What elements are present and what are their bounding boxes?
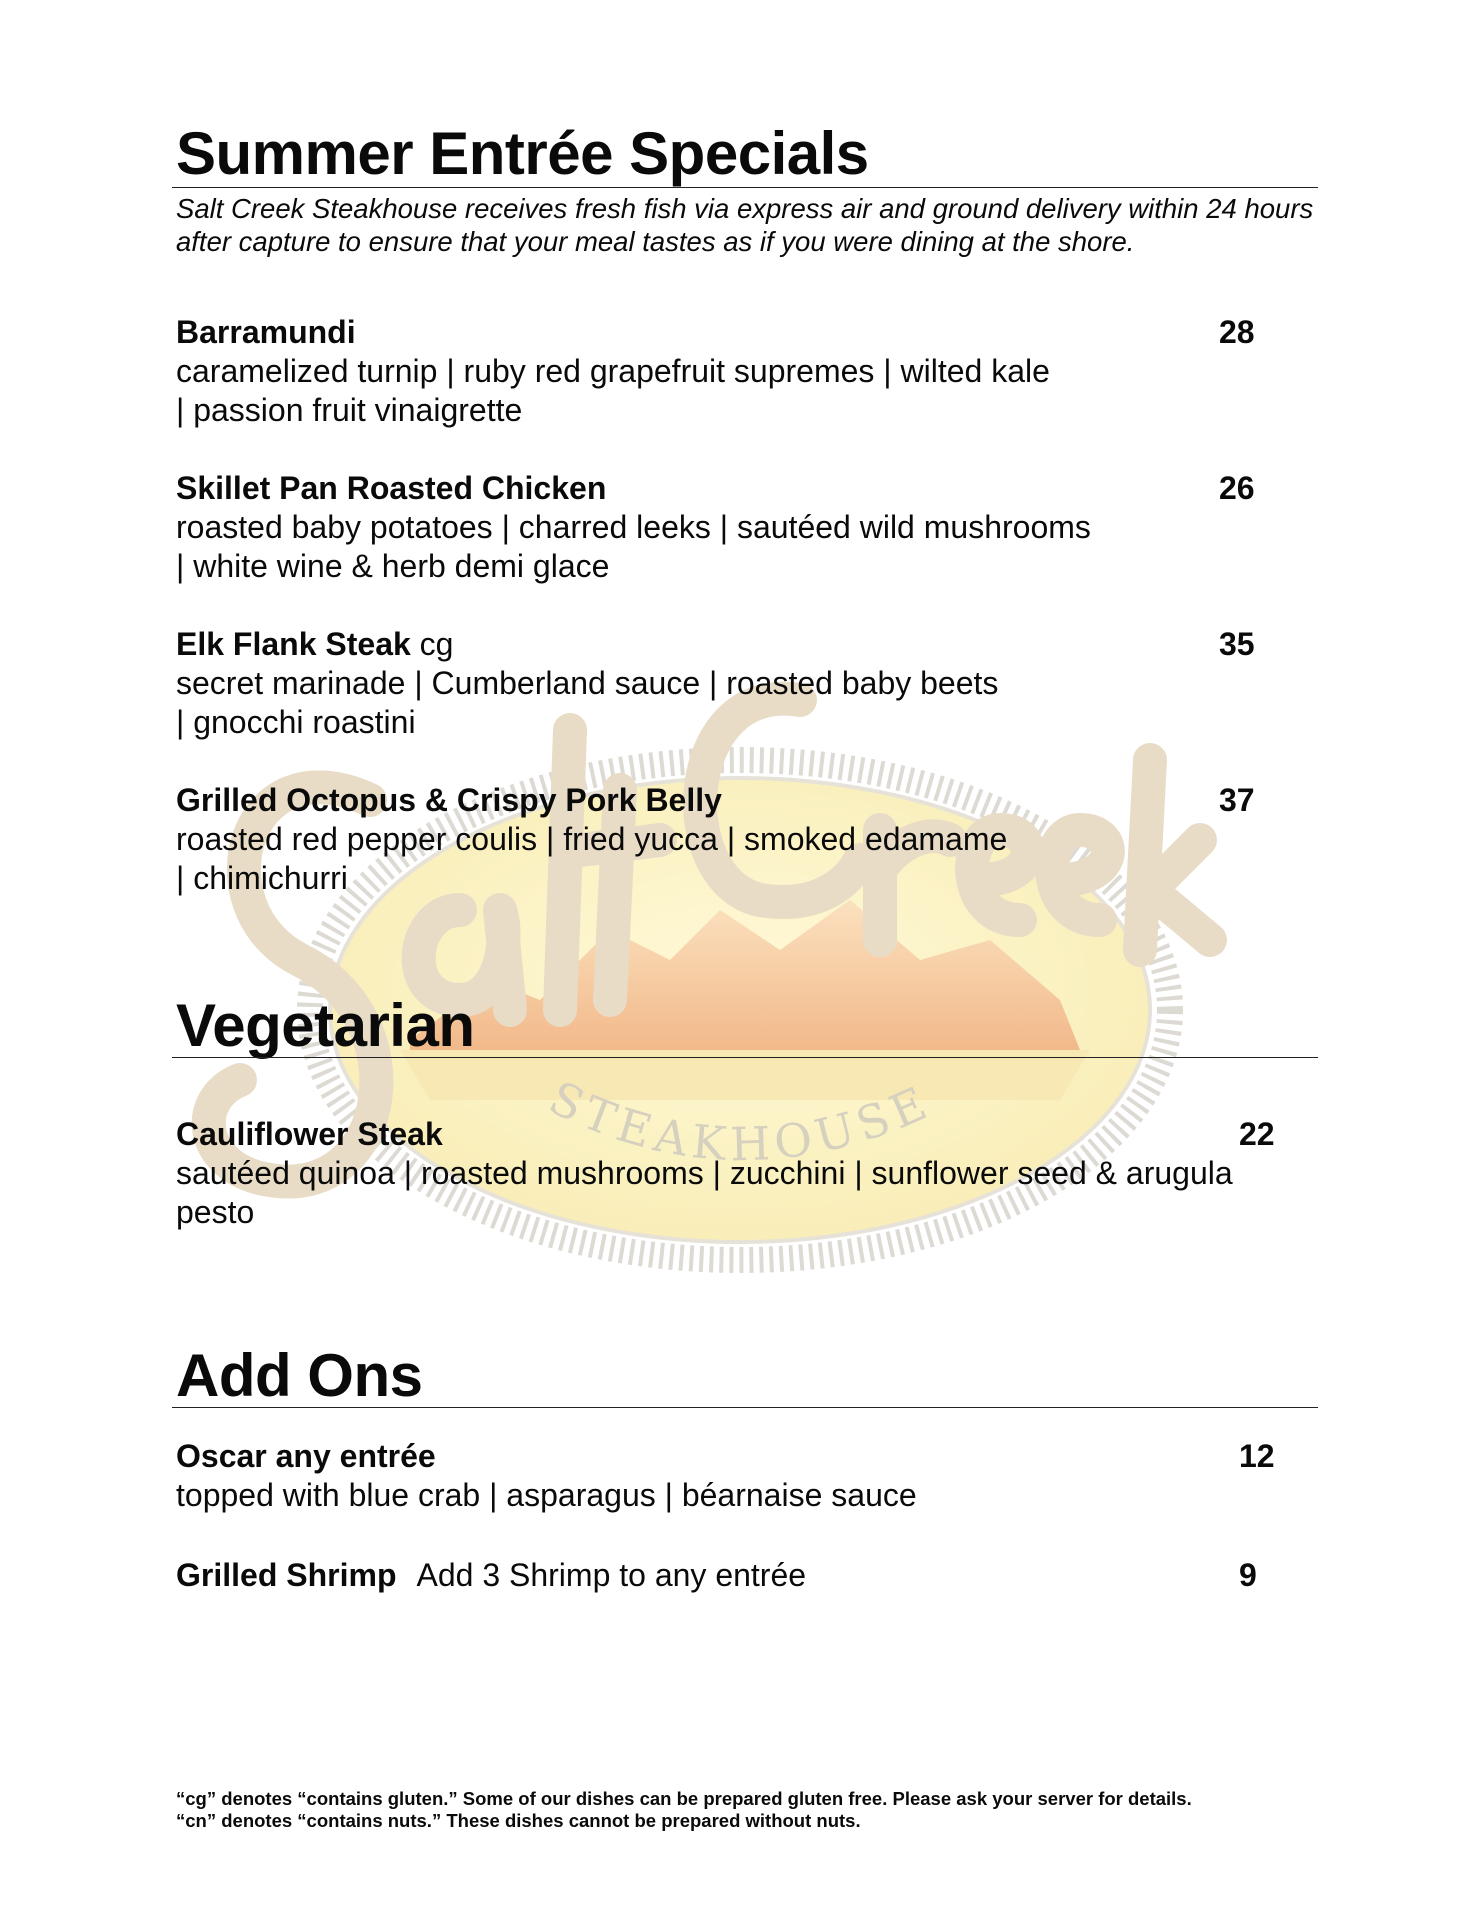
item-name: Grilled Octopus & Crispy Pork Belly — [176, 782, 722, 818]
item-inline-description: Add 3 Shrimp to any entrée — [416, 1557, 807, 1593]
item-price: 22 — [1239, 1116, 1275, 1152]
menu-item — [176, 1115, 1306, 1232]
item-description: caramelized turnip | ruby red grapefruit supremes | wilted kale | passion fruit vinaigrette — [176, 353, 1050, 428]
menu-item — [176, 1437, 1306, 1515]
menu-item — [176, 625, 1306, 742]
menu-item — [176, 313, 1306, 430]
item-name: Cauliflower Steak — [176, 1116, 443, 1152]
section-title-addons: Add Ons — [176, 1342, 423, 1409]
item-price: 28 — [1219, 314, 1255, 350]
item-name: Oscar any entrée — [176, 1438, 436, 1474]
watermark-banner-text: STEAKHOUSE — [540, 1070, 940, 1172]
menu-item — [176, 469, 1306, 586]
footnote-gluten: “cg” denotes “contains gluten.” Some of our dishes can be prepared gluten free. Please ask your server for details. — [176, 1788, 1192, 1809]
section-divider — [172, 1057, 1318, 1058]
item-name: Barramundi — [176, 314, 356, 350]
section-divider — [172, 187, 1318, 188]
section-title-entrees: Summer Entrée Specials — [176, 120, 869, 187]
item-price: 26 — [1219, 470, 1255, 506]
menu-item — [176, 1556, 1306, 1595]
item-description: topped with blue crab | asparagus | béarnaise sauce — [176, 1477, 917, 1513]
footnote-nuts: “cn” denotes “contains nuts.” These dishes cannot be prepared without nuts. — [176, 1810, 861, 1831]
item-price: 12 — [1239, 1438, 1275, 1474]
section-title-vegetarian: Vegetarian — [176, 992, 475, 1059]
item-name: Elk Flank Steak cg — [176, 626, 454, 662]
item-name: Skillet Pan Roasted Chicken — [176, 470, 607, 506]
item-description: secret marinade | Cumberland sauce | roasted baby beets | gnocchi roastini — [176, 665, 999, 740]
item-name: Grilled Shrimp Add 3 Shrimp to any entrée — [176, 1557, 807, 1593]
intro-text: Salt Creek Steakhouse receives fresh fish via express air and ground delivery within 24 hours after capture to ensure that your meal tastes as if you were dining at the shore. — [176, 193, 1314, 257]
item-description: roasted baby potatoes | charred leeks | sautéed wild mushrooms | white wine & herb demi glace — [176, 509, 1091, 584]
item-description: roasted red pepper coulis | fried yucca | smoked edamame | chimichurri — [176, 821, 1008, 896]
item-price: 37 — [1219, 782, 1255, 818]
gluten-marker: cg — [410, 626, 454, 662]
section-divider — [172, 1407, 1318, 1408]
menu-item — [176, 781, 1306, 898]
item-description: sautéed quinoa | roasted mushrooms | zucchini | sunflower seed & arugula pesto — [176, 1155, 1233, 1230]
item-price: 35 — [1219, 626, 1255, 662]
item-price: 9 — [1239, 1557, 1257, 1593]
